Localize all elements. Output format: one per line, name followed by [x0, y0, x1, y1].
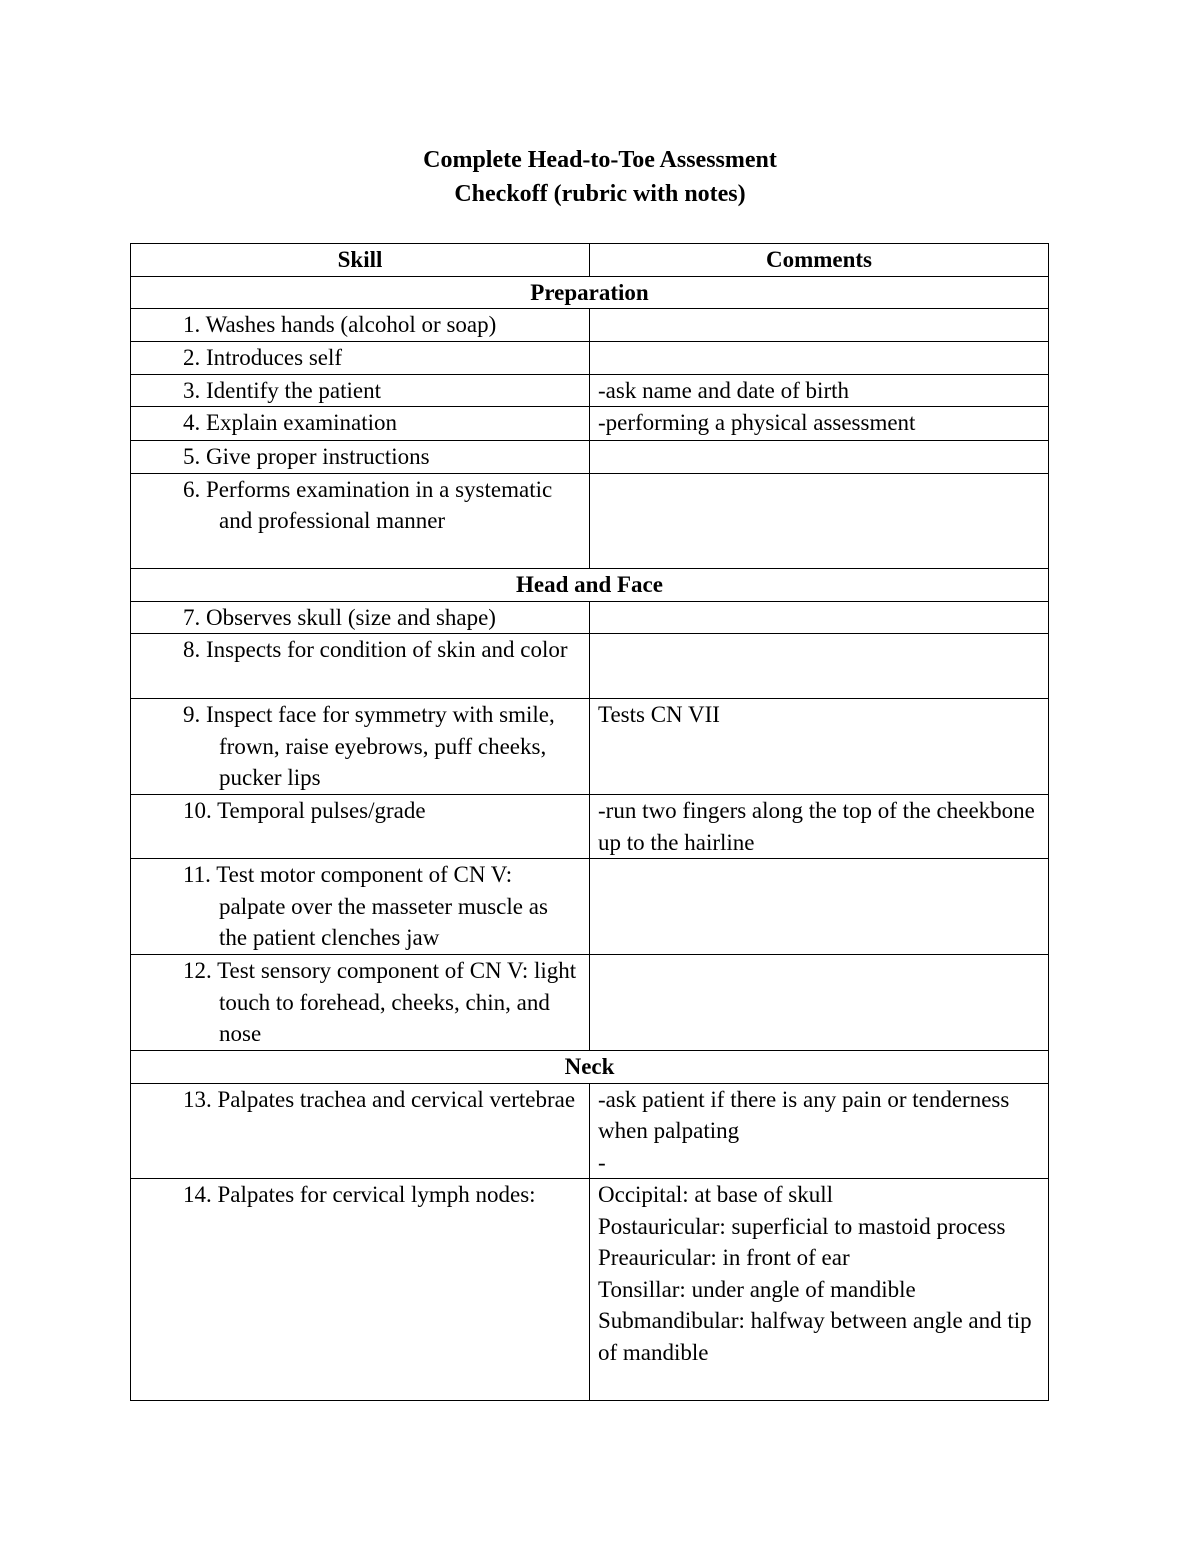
table-row: [131, 859, 1049, 955]
comments-cell: [590, 859, 1049, 955]
skill-cell: [131, 859, 590, 955]
comments-cell: [590, 473, 1049, 568]
table-row: [131, 955, 1049, 1051]
skill-cell: [131, 473, 590, 568]
table-row: [131, 374, 1049, 407]
table-row: [131, 795, 1049, 859]
skill-cell: [131, 699, 590, 795]
comments-cell: [590, 441, 1049, 474]
table-row: [131, 634, 1049, 699]
skill-text: 11. Test motor component of CN V: palpate over the masseter muscle as the patient clenches jaw: [183, 862, 548, 950]
comment-line: Tests CN VII: [598, 702, 720, 727]
skill-text: 4. Explain examination: [183, 410, 397, 435]
skill-text: 12. Test sensory component of CN V: light touch to forehead, cheeks, chin, and nose: [183, 958, 577, 1046]
skill-cell: [131, 795, 590, 859]
skill-text: 5. Give proper instructions: [183, 444, 430, 469]
comment-line: Postauricular: superficial to mastoid process: [598, 1213, 1006, 1239]
table-row: [131, 473, 1049, 568]
table-row: [131, 601, 1049, 634]
section-row: [131, 1051, 1049, 1084]
skill-cell: [131, 955, 590, 1051]
skill-cell: [131, 1179, 590, 1401]
comments-cell: [590, 309, 1049, 342]
document-subtitle: Checkoff (rubric with notes): [454, 181, 746, 207]
rubric-table: [130, 243, 1049, 1401]
table-row: [131, 407, 1049, 441]
skill-cell: [131, 374, 590, 407]
skill-cell: [131, 309, 590, 342]
comments-cell: [590, 634, 1049, 699]
rubric-body: [131, 276, 1049, 1401]
table-row: [131, 1083, 1049, 1179]
table-row: [131, 309, 1049, 342]
skill-cell: [131, 441, 590, 474]
comment-line: Preauricular: in front of ear: [598, 1245, 850, 1270]
skill-text: 13. Palpates trachea and cervical vertebrae: [183, 1086, 576, 1112]
section-row: [131, 568, 1049, 601]
skill-text: 1. Washes hands (alcohol or soap): [183, 312, 497, 337]
table-header-row: [131, 244, 1049, 277]
comments-cell: [590, 601, 1049, 634]
document-header: [0, 143, 1200, 211]
skill-text: 9. Inspect face for symmetry with smile, frown, raise eyebrows, puff cheeks, pucker lips: [183, 702, 555, 790]
comments-cell: [590, 407, 1049, 441]
skill-text: 14. Palpates for cervical lymph nodes:: [183, 1182, 536, 1207]
section-heading: Preparation: [131, 276, 1049, 309]
skill-cell: [131, 601, 590, 634]
table-row: [131, 441, 1049, 474]
skill-cell: [131, 407, 590, 441]
comments-column-header: Comments: [590, 244, 1049, 277]
skill-cell: [131, 634, 590, 699]
comments-cell: [590, 1179, 1049, 1401]
comment-line: Occipital: at base of skull: [598, 1182, 834, 1207]
table-row: [131, 1179, 1049, 1401]
comment-line: -run two fingers along the top of the cheekbone up to the hairline: [598, 798, 1035, 855]
comments-cell: [590, 374, 1049, 407]
section-heading: Neck: [131, 1051, 1049, 1084]
comments-cell: [590, 341, 1049, 374]
skill-cell: [131, 1083, 590, 1179]
section-heading: Head and Face: [131, 568, 1049, 601]
skill-text: 6. Performs examination in a systematic and professional manner: [183, 476, 553, 533]
section-row: [131, 276, 1049, 309]
skill-cell: [131, 341, 590, 374]
comments-cell: [590, 1083, 1049, 1179]
skill-text: 8. Inspects for condition of skin and color: [183, 637, 568, 662]
skill-column-header: Skill: [131, 244, 590, 277]
comment-line: -ask name and date of birth: [598, 377, 849, 403]
table-row: [131, 699, 1049, 795]
comments-cell: [590, 795, 1049, 859]
skill-text: 10. Temporal pulses/grade: [183, 798, 426, 823]
comment-line: Tonsillar: under angle of mandible: [598, 1276, 916, 1302]
comment-line: -: [598, 1149, 606, 1175]
document-title: Complete Head-to-Toe Assessment: [423, 147, 777, 173]
comment-line: -ask patient if there is any pain or tenderness when palpating: [598, 1086, 1010, 1143]
skill-text: 3. Identify the patient: [183, 377, 381, 403]
table-row: [131, 341, 1049, 374]
comment-line: Submandibular: halfway between angle and tip of mandible: [598, 1308, 1032, 1365]
comments-cell: [590, 699, 1049, 795]
comment-line: -performing a physical assessment: [598, 410, 916, 435]
skill-text: 7. Observes skull (size and shape): [183, 604, 496, 630]
skill-text: 2. Introduces self: [183, 344, 343, 370]
comments-cell: [590, 955, 1049, 1051]
